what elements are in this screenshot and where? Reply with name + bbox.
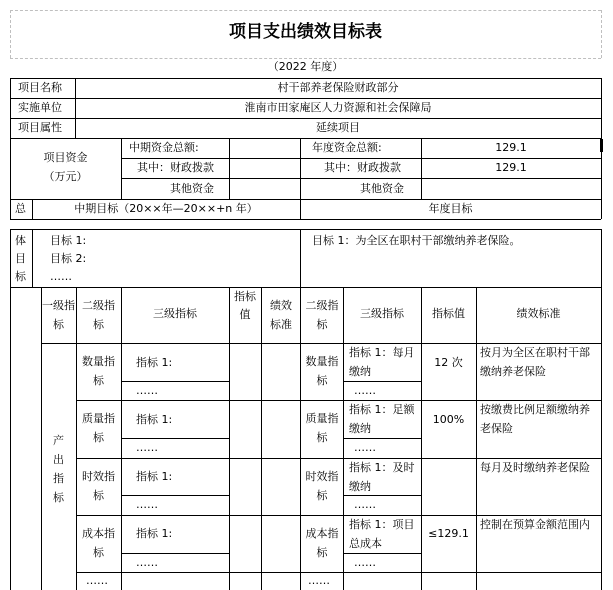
row-quality-standard: 按缴费比例足额缴纳养老保险	[480, 403, 590, 435]
header-level2: 二级指标	[82, 299, 115, 331]
project-funds-label: 项目资金	[43, 151, 88, 164]
output-indicator-char-4: 标	[53, 491, 64, 504]
row-timeliness-year-more: ……	[354, 498, 376, 511]
row-quality-mid-indicator: 指标 1:	[136, 413, 173, 426]
output-indicator-char-1: 产	[53, 434, 64, 447]
header-value-right: 指标值	[432, 307, 465, 320]
row-quality-year-more: ……	[354, 441, 376, 454]
row-quality-mid-more: ……	[136, 441, 158, 454]
fiscal-year: （2022 年度）	[267, 60, 344, 73]
year-fiscal-value: 129.1	[495, 161, 527, 174]
year-goal-header: 年度目标	[428, 202, 473, 215]
implementing-unit-value: 淮南市田家庵区人力资源和社会保障局	[244, 101, 432, 114]
row-timeliness-mid-indicator: 指标 1:	[136, 470, 173, 483]
row-cost-mid-more: ……	[136, 556, 158, 569]
project-name-value: 村干部养老保险财政部分	[277, 81, 399, 94]
row-quantity-value: 12 次	[434, 356, 463, 369]
row-timeliness-standard: 每月及时缴纳养老保险	[480, 461, 590, 474]
mid-goal-1: 目标 1:	[50, 234, 87, 247]
year-goal-1: 目标 1：为全区在职村干部缴纳养老保险。	[312, 234, 521, 247]
output-indicator-char-2: 出	[53, 453, 64, 466]
mid-goal-more: ……	[50, 270, 72, 283]
row-quantity-mid-more: ……	[136, 384, 158, 397]
year-total-value: 129.1	[495, 141, 527, 154]
row-cost-year-indicator: 指标 1：项目总成本	[349, 518, 415, 550]
row-cost-year-level2: 成本指标	[305, 527, 339, 559]
row-cost-level2: 成本指标	[82, 527, 115, 559]
row-cost-mid-indicator: 指标 1:	[136, 527, 173, 540]
row-quality-level2: 质量指标	[82, 412, 115, 444]
row-cost-year-more: ……	[354, 556, 376, 569]
row-quantity-year-more: ……	[354, 384, 376, 397]
header-level3: 三级指标	[153, 307, 197, 320]
overall-goal-side-char-1: 体	[15, 234, 26, 247]
header-standard-mid: 绩效标准	[270, 299, 292, 331]
year-fiscal-label: 其中：财政拨款	[324, 161, 401, 174]
output-indicator-char-3: 指	[53, 472, 64, 485]
header-level2-right: 二级指标	[305, 299, 339, 331]
row-quantity-year-indicator: 指标 1：每月缴纳	[349, 346, 415, 378]
tail-more-mid: ……	[86, 574, 108, 587]
year-total-label: 年度资金总额:	[312, 141, 382, 154]
row-quantity-year-level2: 数量指标	[305, 355, 339, 387]
row-cost-standard: 控制在预算金额范围内	[480, 518, 590, 531]
row-timeliness-year-level2: 时效指标	[305, 470, 339, 502]
overall-goal-side-top: 总	[15, 202, 26, 215]
mid-other-label: 其他资金	[170, 182, 214, 195]
row-quantity-level2: 数量指标	[82, 355, 115, 387]
header-value: 指标值	[234, 290, 256, 321]
overall-goal-side-char-3: 标	[15, 270, 26, 283]
row-timeliness-mid-more: ……	[136, 498, 158, 511]
project-name-label: 项目名称	[18, 81, 62, 94]
overall-goal-side-char-2: 目	[15, 252, 26, 265]
project-attribute-value: 延续项目	[316, 121, 360, 134]
header-level1: 一级指标	[42, 299, 75, 331]
row-quality-year-indicator: 指标 1：足额缴纳	[349, 403, 415, 435]
mid-total-label: 中期资金总额:	[129, 141, 199, 154]
row-timeliness-level2: 时效指标	[82, 470, 115, 502]
row-cost-value: ≤129.1	[428, 527, 469, 540]
mid-fiscal-label: 其中：财政拨款	[137, 161, 214, 174]
row-quality-year-level2: 质量指标	[305, 412, 339, 444]
tail-more-year: ……	[308, 574, 330, 587]
row-quality-value: 100%	[432, 413, 465, 426]
header-standard-right: 绩效标准	[516, 307, 561, 320]
project-funds-unit: （万元）	[43, 170, 88, 183]
year-other-label: 其他资金	[360, 182, 404, 195]
row-quantity-mid-indicator: 指标 1:	[136, 356, 173, 369]
mid-goal-header: 中期目标（20××年—20××+n 年）	[74, 202, 258, 215]
page-title: 项目支出绩效目标表	[229, 22, 382, 42]
row-quantity-standard: 按月为全区在职村干部缴纳养老保险	[480, 346, 590, 378]
project-attribute-label: 项目属性	[18, 121, 62, 134]
implementing-unit-label: 实施单位	[18, 101, 62, 114]
mid-goal-2: 目标 2:	[50, 252, 87, 265]
header-level3-right: 三级指标	[360, 307, 404, 320]
row-timeliness-year-indicator: 指标 1：及时缴纳	[349, 461, 415, 493]
